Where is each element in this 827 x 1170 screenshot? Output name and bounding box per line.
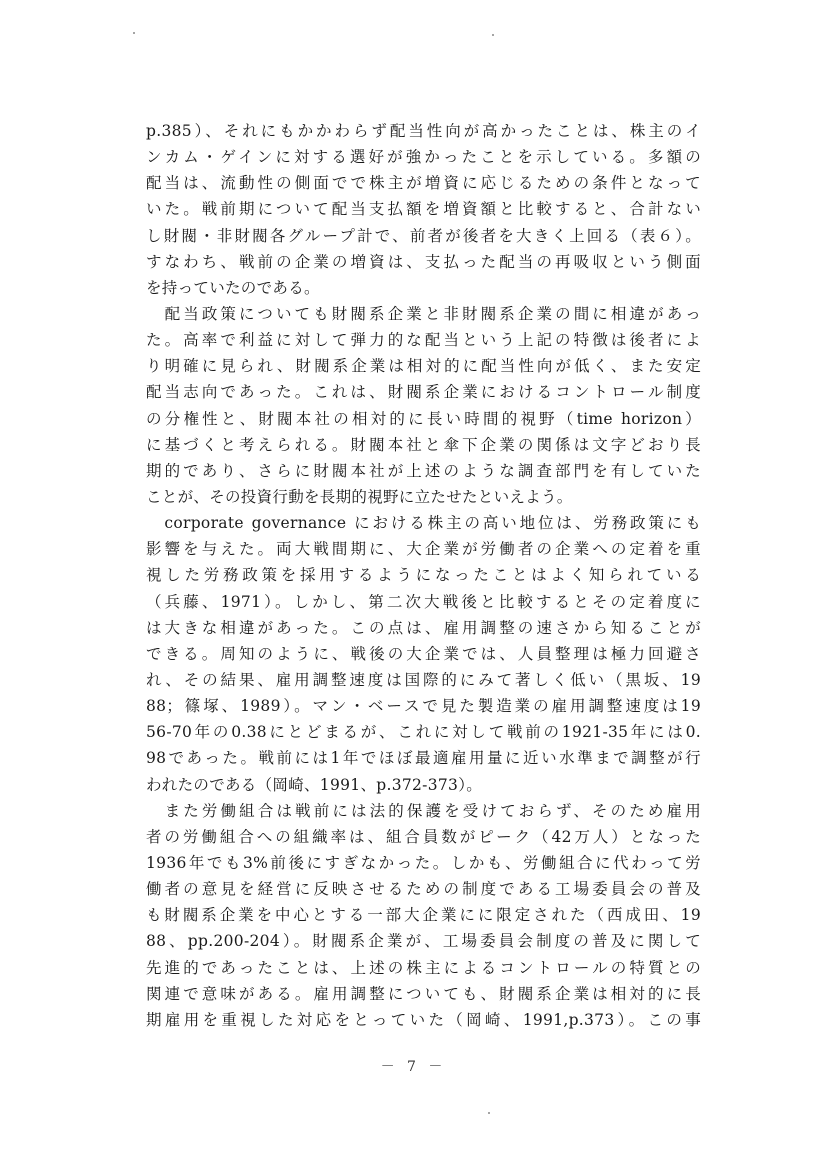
text-line: に基づくと考えられる。財閥本社と傘下企業の関係は文字どおり長 (146, 435, 701, 454)
text-line: 配当志向であった。これは、財閥系企業におけるコントロール制度 (146, 383, 701, 402)
text-line: また労働組合は戦前には法的保護を受けておらず、そのため雇用 (146, 801, 701, 820)
text-line: できる。周知のように、戦後の大企業では、人員整理は極力回避さ (146, 644, 701, 663)
text-line: り明確に見られ、財閥系企業は相対的に配当性向が低く、また安定 (146, 357, 701, 376)
text-line: の分権性と、財閥本社の相対的に長い時間的視野（time horizon） (146, 409, 701, 428)
text-line: （兵藤、1971）。しかし、第二次大戦後と比較するとその定着度に (146, 592, 701, 611)
text-line: 88、pp.200-204）。財閥系企業が、工場委員会制度の普及に関して (146, 932, 701, 951)
text-line: ことが、その投資行動を長期的視野に立たせたといえよう。 (146, 487, 573, 506)
text-line: 期雇用を重視した対応をとっていた（岡崎、1991,p.373）。この事 (146, 1010, 701, 1029)
scan-speck (488, 1112, 490, 1114)
text-line: は大きな相違があった。この点は、雇用調整の速さから知ることが (146, 618, 701, 637)
text-line: 1936年でも3%前後にすぎなかった。しかも、労働組合に代わって労 (146, 853, 701, 872)
text-line: れ、その結果、雇用調整速度は国際的にみて著しく低い（黒坂、19 (146, 670, 701, 689)
page-number: － 7 － (380, 1059, 447, 1075)
text-line: 56-70年の0.38にとどまるが、これに対して戦前の1921-35年には0. (146, 723, 701, 742)
text-line: し財閥・非財閥各グループ計で、前者が後者を大きく上回る（表６）。 (146, 226, 701, 245)
scan-speck (133, 32, 135, 34)
body-text (146, 118, 701, 1033)
text-line: 影響を与えた。両大戦間期に、大企業が労働者の企業への定着を重 (146, 540, 701, 559)
text-line: た。高率で利益に対して弾力的な配当という上記の特徴は後者によ (146, 331, 701, 350)
text-line: corporate governance における株主の高い地位は、労務政策にも (146, 514, 701, 533)
text-line: 98であった。戦前には1年でほぼ最適雇用量に近い水準まで調整が行 (146, 749, 701, 768)
text-line: 配当政策についても財閥系企業と非財閥系企業の間に相違があっ (146, 304, 701, 323)
text-line: すなわち、戦前の企業の増資は、支払った配当の再吸収という側面 (146, 252, 701, 271)
text-line: ンカム・ゲインに対する選好が強かったことを示している。多額の (146, 148, 701, 167)
text-line: 88；篠塚、1989）。マン・ベースで見た製造業の雇用調整速度は19 (146, 697, 701, 716)
scan-speck (492, 34, 494, 36)
text-line: 先進的であったことは、上述の株主によるコントロールの特質との (146, 958, 701, 977)
text-line: も財閥系企業を中心とする一部大企業にに限定された（西成田、19 (146, 906, 701, 925)
text-line: 期的であり、さらに財閥本社が上述のような調査部門を有していた (146, 461, 701, 480)
text-line: 視した労務政策を採用するようになったことはよく知られている (146, 566, 701, 585)
text-line: いた。戦前期について配当支払額を増資額と比較すると、合計ない (146, 200, 701, 219)
text-line: 関連で意味がある。雇用調整についても、財閥系企業は相対的に長 (146, 984, 701, 1003)
text-line: 働者の意見を経営に反映させるための制度である工場委員会の普及 (146, 880, 701, 899)
text-line: 者の労働組合への組織率は、組合員数がピーク（42万人）となった (146, 827, 701, 846)
text-line: 配当は、流動性の側面でで株主が増資に応じるための条件となって (146, 174, 701, 193)
text-line: われたのである（岡崎、1991、p.372-373）。 (146, 775, 483, 794)
text-line: を持っていたのである。 (146, 278, 320, 297)
text-line: p.385）、それにもかかわらず配当性向が高かったことは、株主のイ (146, 122, 701, 140)
